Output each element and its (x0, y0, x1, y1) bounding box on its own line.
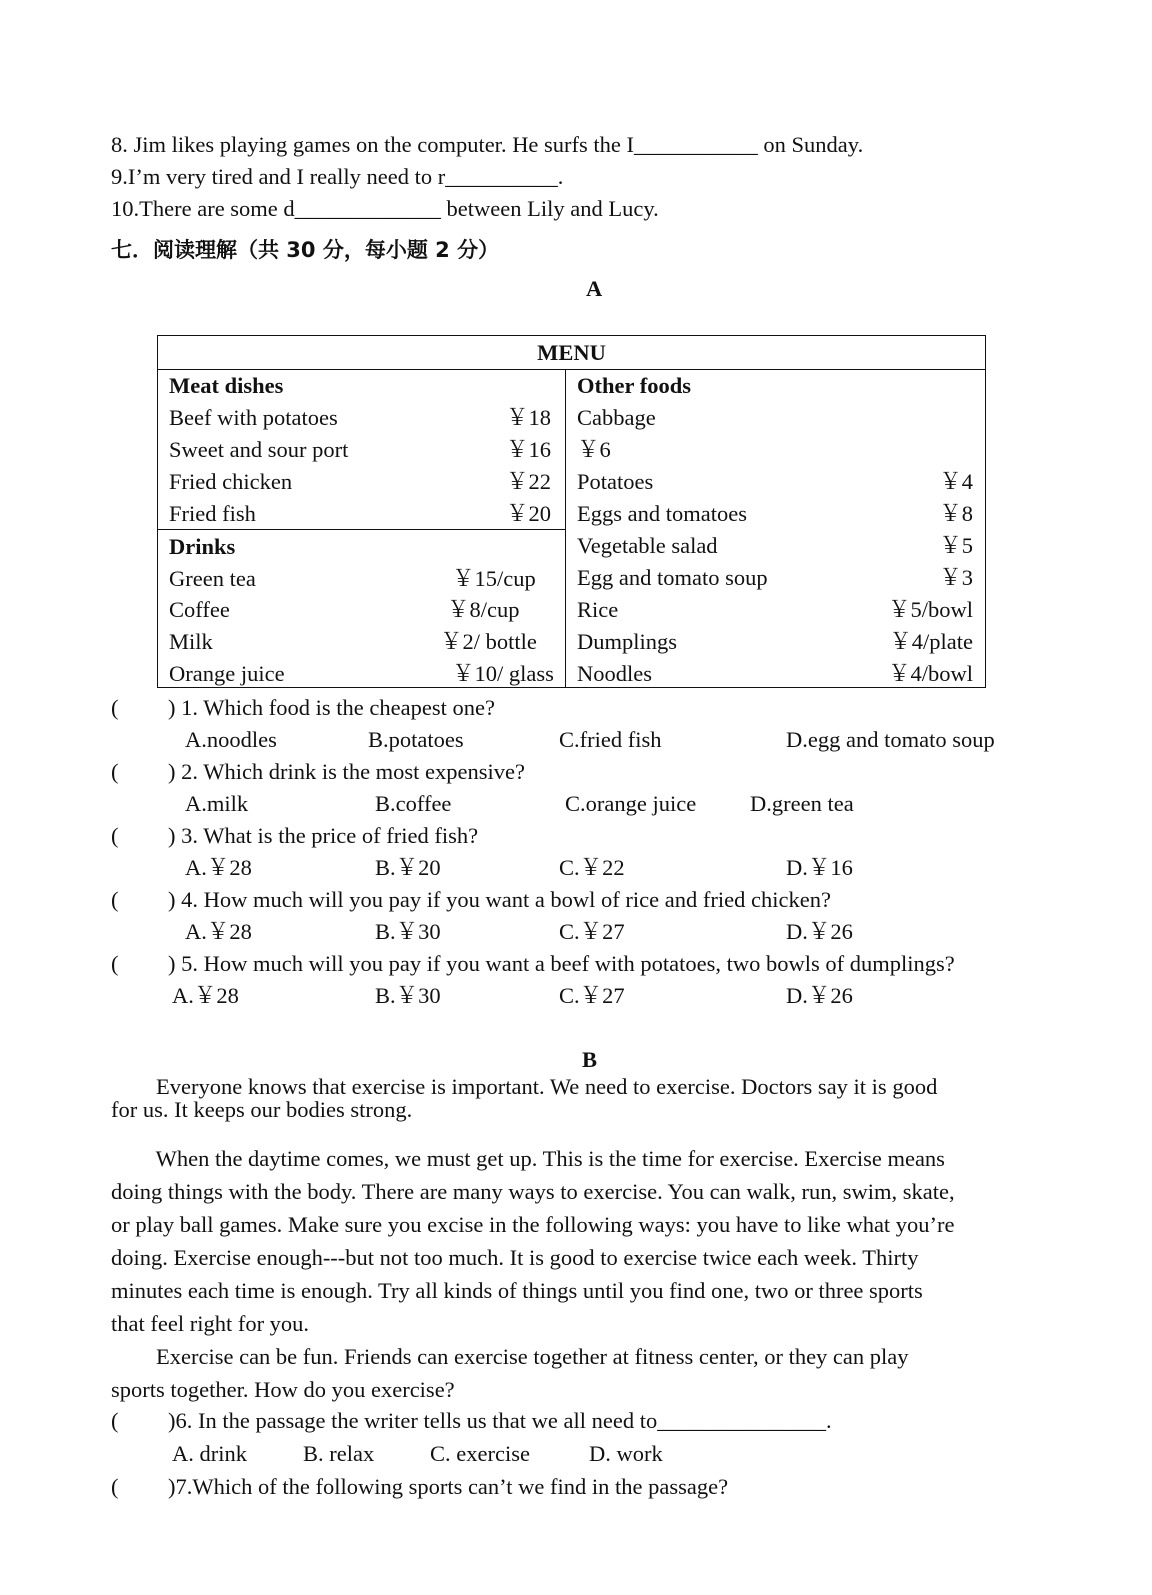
menu-item: Cabbage (577, 405, 656, 430)
menu-item: Rice ￥5/bowl (577, 597, 973, 622)
menu-table (157, 335, 986, 688)
menu-item: Fried chicken ￥22 (169, 469, 551, 494)
menu-item: Eggs and tomatoes ￥8 (577, 501, 973, 526)
passage-line: minutes each time is enough. Try all kinds of things until you find one, two or three sports (111, 1278, 923, 1303)
option: C.￥22 (559, 855, 625, 880)
menu-title: MENU (158, 336, 985, 370)
question-text: )7.Which of the following sports can’t we find in the passage? (168, 1474, 729, 1499)
menu-item: Beef with potatoes ￥18 (169, 405, 551, 430)
option: D.￥16 (786, 855, 853, 880)
question-text: ) 1. Which food is the cheapest one? (168, 695, 495, 720)
menu-item: Egg and tomato soup ￥3 (577, 565, 973, 590)
option: C.orange juice (565, 791, 697, 816)
option: C.fried fish (559, 727, 662, 752)
question-text: ) 3. What is the price of fried fish? (168, 823, 479, 848)
section-title: 七．阅读理解（共 30 分，每小题 2 分） (111, 238, 500, 262)
other-foods-heading: Other foods (577, 373, 691, 398)
menu-item: Sweet and sour port ￥16 (169, 437, 551, 462)
passage-paragraph-3 (111, 1340, 1032, 1406)
answer-paren: ( (111, 1408, 119, 1433)
answer-paren: ( (111, 695, 119, 720)
meat-heading: Meat dishes (169, 373, 284, 398)
option: B. relax (303, 1441, 375, 1466)
passage-line: Exercise can be fun. Friends can exercise together at fitness center, or they can play (111, 1344, 909, 1369)
fill-in-10: 10.There are some d_____________ between Lily and Lucy. (111, 196, 659, 221)
option: A. drink (172, 1441, 247, 1466)
menu-item: Potatoes ￥4 (577, 469, 973, 494)
option: A.￥28 (172, 983, 239, 1008)
passage-line: When the daytime comes, we must get up. This is the time for exercise. Exercise means (111, 1146, 945, 1171)
passage-paragraph-1 (111, 1076, 1032, 1121)
fill-in-9: 9.I’m very tired and I really need to r__________. (111, 164, 564, 189)
menu-item: Orange juice ￥10/ glass (169, 661, 554, 686)
option: B.￥30 (375, 919, 441, 944)
answer-paren: ( (111, 1474, 119, 1499)
option: C.￥27 (559, 983, 625, 1008)
fill-in-8: 8. Jim likes playing games on the computer. He surfs the I___________ on Sunday. (111, 132, 864, 157)
option: D.￥26 (786, 919, 853, 944)
option: D.green tea (750, 791, 854, 816)
part-a-label: A (586, 276, 603, 301)
passage-line: doing things with the body. There are many ways to exercise. You can walk, run, swim, skate, (111, 1179, 955, 1204)
menu-column-divider (565, 369, 566, 687)
option: B.￥20 (375, 855, 441, 880)
menu-item: ￥6 (577, 437, 611, 462)
menu-item: Coffee ￥8/cup (169, 597, 520, 622)
question-text: )6. In the passage the writer tells us that we all need to_______________. (168, 1408, 832, 1433)
passage-line: for us. It keeps our bodies strong. (111, 1096, 413, 1122)
question-text: ) 4. How much will you pay if you want a bowl of rice and fried chicken? (168, 887, 831, 912)
passage-paragraph-2 (111, 1142, 1032, 1340)
menu-item: Green tea ￥15/cup (169, 566, 536, 591)
menu-item: Milk ￥2/ bottle (169, 629, 537, 654)
passage-line: or play ball games. Make sure you excise in the following ways: you have to like what you’re (111, 1212, 955, 1237)
option: B.coffee (375, 791, 452, 816)
answer-paren: ( (111, 759, 119, 784)
option: A.milk (185, 791, 249, 816)
option: D.￥26 (786, 983, 853, 1008)
question-text: ) 5. How much will you pay if you want a beef with potatoes, two bowls of dumplings? (168, 951, 955, 976)
answer-paren: ( (111, 823, 119, 848)
question-text: ) 2. Which drink is the most expensive? (168, 759, 526, 784)
passage-line: that feel right for you. (111, 1311, 310, 1336)
menu-item: Fried fish ￥20 (169, 501, 551, 526)
option: A.￥28 (185, 919, 252, 944)
option: A.noodles (185, 727, 277, 752)
answer-paren: ( (111, 887, 119, 912)
part-b-label: B (582, 1047, 598, 1072)
option: D.egg and tomato soup (786, 727, 995, 752)
passage-line: sports together. How do you exercise? (111, 1377, 455, 1402)
answer-paren: ( (111, 951, 119, 976)
option: B.potatoes (368, 727, 464, 752)
option: B.￥30 (375, 983, 441, 1008)
option: A.￥28 (185, 855, 252, 880)
option: D. work (589, 1441, 663, 1466)
menu-item: Noodles ￥4/bowl (577, 661, 973, 686)
passage-line: Everyone knows that exercise is important. We need to exercise. Doctors say it is good (111, 1074, 938, 1099)
option: C. exercise (430, 1441, 530, 1466)
menu-item: Dumplings ￥4/plate (577, 629, 973, 654)
menu-item: Vegetable salad ￥5 (577, 533, 973, 558)
drinks-heading: Drinks (169, 534, 236, 559)
option: C.￥27 (559, 919, 625, 944)
passage-line: doing. Exercise enough---but not too much. It is good to exercise twice each week. Thirty (111, 1245, 919, 1270)
